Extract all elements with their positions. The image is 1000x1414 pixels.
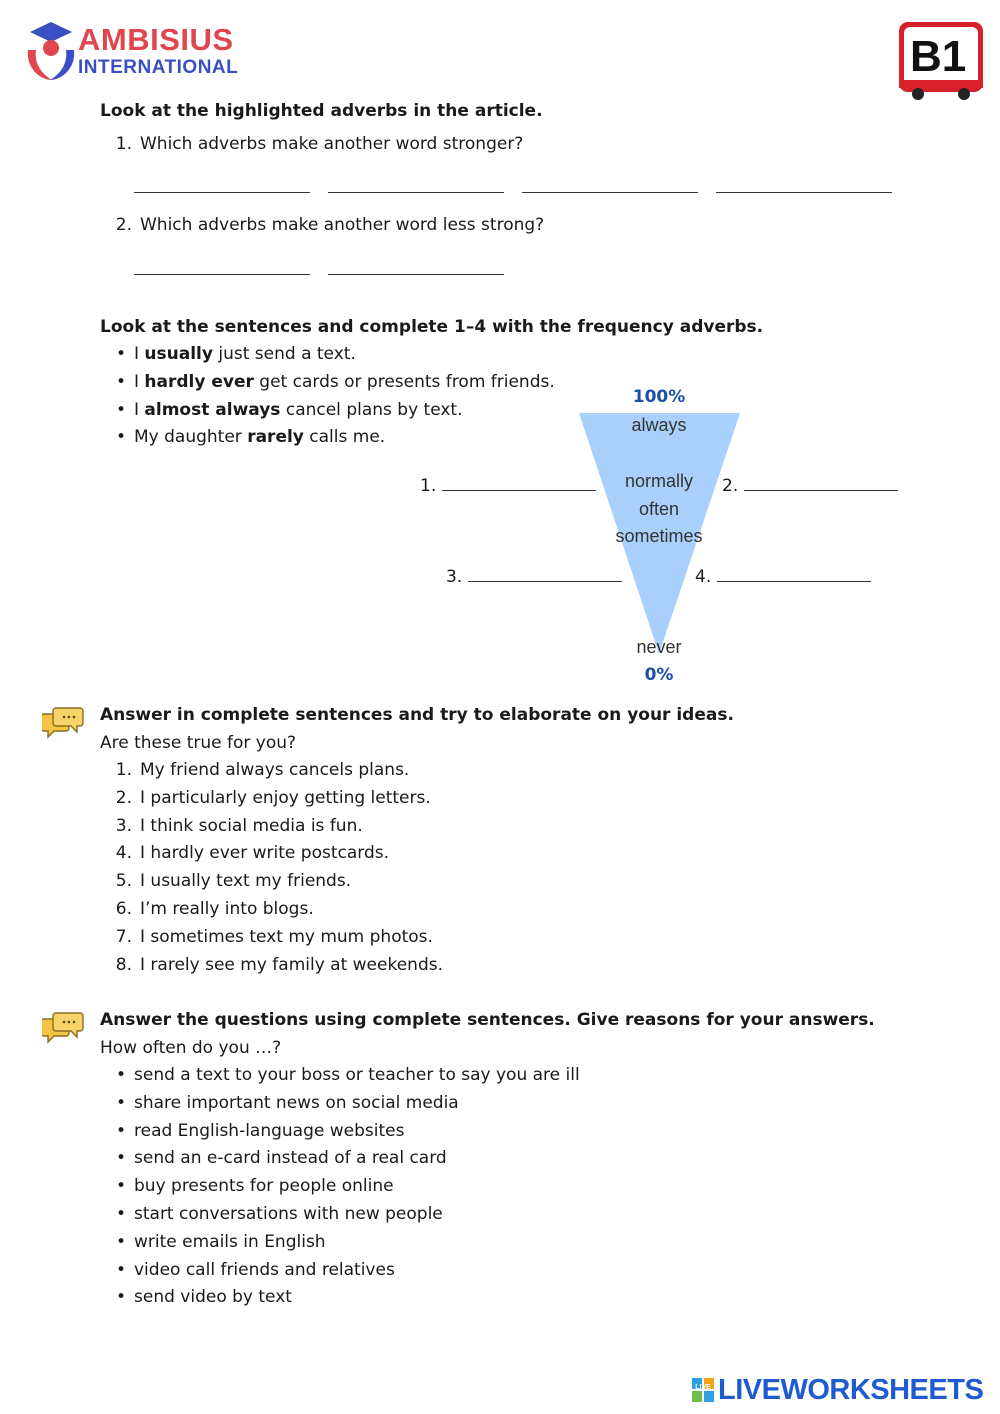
section2-heading: Look at the sentences and complete 1–4 with the frequency adverbs. bbox=[100, 317, 764, 337]
scale-label-always: always bbox=[631, 415, 687, 435]
list-item: 3. I think social media is fun. bbox=[115, 815, 363, 836]
answer-blank-2b[interactable] bbox=[328, 256, 504, 275]
scale-label-often: often bbox=[638, 499, 680, 519]
answer-blank-1c[interactable] bbox=[522, 174, 698, 193]
scale-blank-4 bbox=[695, 563, 871, 587]
list-item: • read English-language websites bbox=[100, 1121, 800, 1149]
scale-blank-4-input[interactable] bbox=[717, 563, 871, 582]
section4-heading: Answer the questions using complete sentences. Give reasons for your answers. bbox=[100, 1010, 875, 1030]
section1-heading: Look at the highlighted adverbs in the article. bbox=[100, 101, 543, 121]
brand-name-bottom: INTERNATIONAL bbox=[78, 57, 239, 78]
live-badge-icon bbox=[692, 1378, 714, 1402]
scale-blank-2 bbox=[722, 472, 898, 496]
scale-label-sometimes: sometimes bbox=[615, 526, 703, 546]
bottom-percent-label: 0% bbox=[644, 665, 674, 685]
section3-intro: Are these true for you? bbox=[100, 733, 297, 753]
list-item: • send an e-card instead of a real card bbox=[100, 1148, 800, 1176]
answer-blank-2a[interactable] bbox=[134, 256, 310, 275]
scale-label-normally: normally bbox=[624, 471, 694, 491]
live-badge-letters: LIVE bbox=[695, 1384, 711, 1391]
list-item: 8. I rarely see my family at weekends. bbox=[115, 954, 443, 975]
list-item: • I hardly ever get cards or presents from friends. bbox=[100, 372, 620, 400]
brand-logo bbox=[22, 20, 252, 84]
scale-blank-1-number: 1. bbox=[420, 476, 437, 496]
question-2-number: 2. bbox=[115, 215, 132, 235]
how-often-list bbox=[100, 1065, 800, 1315]
question-1 bbox=[110, 134, 523, 154]
question-2-text: Which adverbs make another word less strong? bbox=[140, 215, 545, 235]
answer-blank-1b[interactable] bbox=[328, 174, 504, 193]
scale-blank-1 bbox=[420, 472, 596, 496]
liveworksheets-logo[interactable] bbox=[692, 1374, 990, 1406]
speech-bubbles-icon bbox=[42, 706, 84, 740]
top-percent-label: 100% bbox=[632, 387, 686, 407]
list-item: • buy presents for people online bbox=[100, 1176, 800, 1204]
speech-bubbles-icon bbox=[42, 1011, 84, 1045]
level-badge-text: B1 bbox=[910, 32, 967, 81]
section3-heading: Answer in complete sentences and try to elaborate on your ideas. bbox=[100, 705, 734, 725]
list-item: 7. I sometimes text my mum photos. bbox=[115, 926, 433, 947]
answer-blank-1d[interactable] bbox=[716, 174, 892, 193]
scale-blank-1-input[interactable] bbox=[442, 472, 596, 491]
true-for-you-list bbox=[110, 760, 710, 982]
list-item: 1. My friend always cancels plans. bbox=[115, 760, 410, 780]
answer-blank-1a[interactable] bbox=[134, 174, 310, 193]
question-1-number: 1. bbox=[115, 134, 132, 154]
list-item: • video call friends and relatives bbox=[100, 1260, 800, 1288]
scale-blank-3 bbox=[446, 563, 622, 587]
list-item: • My daughter rarely calls me. bbox=[100, 427, 620, 455]
list-item: 2. I particularly enjoy getting letters. bbox=[115, 787, 431, 808]
list-item: • share important news on social media bbox=[100, 1093, 800, 1121]
list-item: 4. I hardly ever write postcards. bbox=[115, 843, 390, 864]
scale-blank-3-input[interactable] bbox=[468, 563, 622, 582]
section4-intro: How often do you …? bbox=[100, 1038, 282, 1058]
list-item: 6. I’m really into blogs. bbox=[115, 898, 314, 919]
brand-name-top: AMBISIUS bbox=[78, 22, 234, 57]
list-item: • I almost always cancel plans by text. bbox=[100, 400, 620, 428]
scale-blank-4-number: 4. bbox=[695, 567, 712, 587]
question-1-text: Which adverbs make another word stronger? bbox=[140, 134, 524, 154]
scale-blank-2-input[interactable] bbox=[744, 472, 898, 491]
liveworksheets-brand: LIVEWORKSHEETS bbox=[718, 1374, 984, 1406]
list-item: • start conversations with new people bbox=[100, 1204, 800, 1232]
scale-blank-2-number: 2. bbox=[722, 476, 739, 496]
list-item: • send video by text bbox=[100, 1287, 800, 1315]
scale-blank-3-number: 3. bbox=[446, 567, 463, 587]
question-2 bbox=[110, 215, 544, 235]
scale-label-never: never bbox=[636, 637, 682, 657]
list-item: • I usually just send a text. bbox=[100, 344, 620, 372]
list-item: • write emails in English bbox=[100, 1232, 800, 1260]
level-badge bbox=[896, 18, 986, 102]
list-item: • send a text to your boss or teacher to say you are ill bbox=[100, 1065, 800, 1093]
list-item: 5. I usually text my friends. bbox=[115, 871, 352, 892]
example-sentences bbox=[100, 344, 620, 455]
graduate-globe-icon bbox=[22, 20, 80, 82]
